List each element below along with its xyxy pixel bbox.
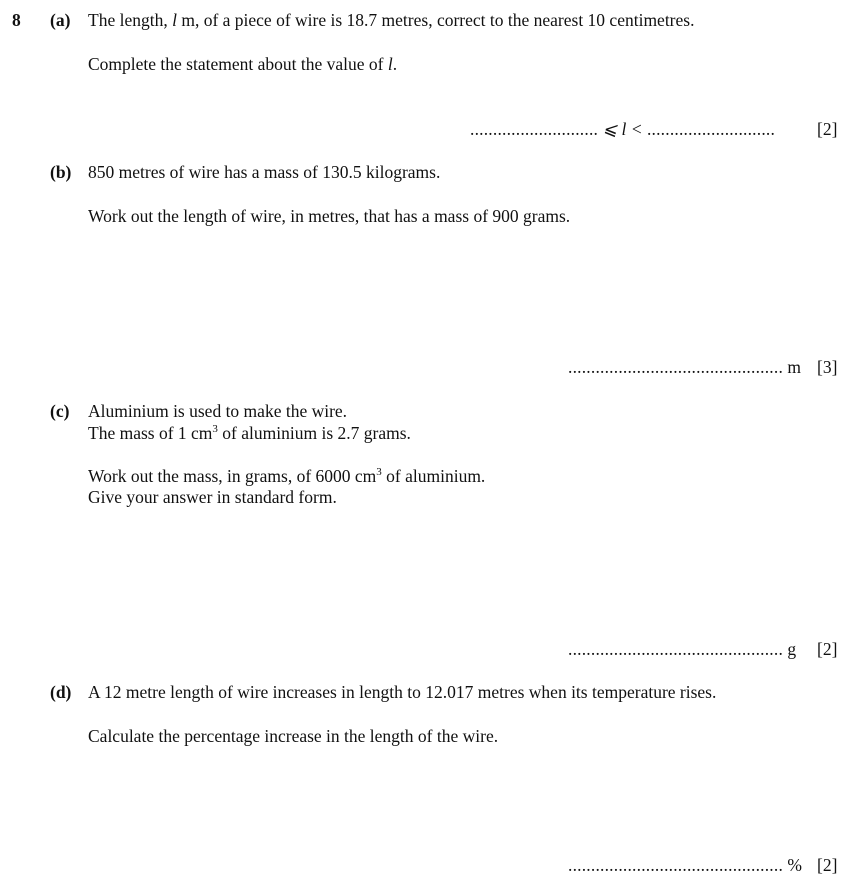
part-c-line2-pre: The mass of 1 cm — [88, 423, 213, 443]
part-c-line3-pre: Work out the mass, in grams, of 6000 cm — [88, 466, 377, 486]
part-b-line1: 850 metres of wire has a mass of 130.5 kilograms. — [88, 162, 441, 182]
question-number: 8 — [12, 10, 21, 30]
part-a-instruction-pre: Complete the statement about the value of — [88, 54, 388, 74]
part-b-line2: Work out the length of wire, in metres, that has a mass of 900 grams. — [88, 206, 571, 226]
part-a-variable: l — [172, 10, 177, 30]
part-d-line2: Calculate the percentage increase in the length of the wire. — [88, 726, 499, 746]
part-c-label: (c) — [50, 401, 70, 421]
answer-blank-upper[interactable]: ............................ — [646, 119, 776, 139]
answer-blank[interactable]: ............................................... — [568, 855, 784, 875]
part-c-line3-sup: 3 — [376, 466, 382, 478]
part-b-answer-line — [568, 359, 801, 377]
part-c-line2 — [88, 425, 411, 443]
part-a-text-pre: The length, — [88, 10, 173, 30]
part-a-label: (a) — [50, 10, 71, 30]
part-c-line1: Aluminium is used to make the wire. — [88, 401, 348, 421]
answer-blank-lower[interactable]: ............................ — [470, 119, 599, 139]
part-a-marks: [2] — [817, 119, 838, 139]
part-b-label: (b) — [50, 162, 72, 182]
answer-blank[interactable]: ............................................... — [568, 357, 784, 377]
part-d-answer-line — [568, 857, 802, 875]
part-a-instruction — [88, 56, 397, 74]
part-c-line3-post: of aluminium. — [381, 466, 486, 486]
answer-unit: % — [787, 855, 802, 875]
part-a-instruction-var: l — [387, 54, 393, 74]
part-c-line2-post: of aluminium is 2.7 grams. — [217, 423, 411, 443]
part-a-text — [88, 12, 694, 30]
answer-blank[interactable]: ............................................... — [568, 639, 784, 659]
part-d-label: (d) — [50, 682, 72, 702]
part-c-marks: [2] — [817, 639, 838, 659]
answer-unit: m — [787, 357, 802, 377]
part-a-text-post: m, of a piece of wire is 18.7 metres, correct to the nearest 10 centimetres. — [176, 10, 695, 30]
part-b-marks: [3] — [817, 357, 838, 377]
part-a-answer-line — [470, 121, 775, 139]
part-c-answer-line — [568, 641, 796, 659]
part-c-line3 — [88, 468, 485, 486]
part-d-marks: [2] — [817, 855, 838, 875]
part-a-instruction-post: . — [392, 54, 398, 74]
answer-unit: g — [787, 639, 797, 659]
part-d-line1: A 12 metre length of wire increases in length to 12.017 metres when its temperature rises. — [88, 682, 717, 702]
part-c-line2-sup: 3 — [212, 423, 218, 435]
part-c-line4: Give your answer in standard form. — [88, 487, 337, 507]
inequality-relation: ⩽ l < — [602, 119, 643, 139]
